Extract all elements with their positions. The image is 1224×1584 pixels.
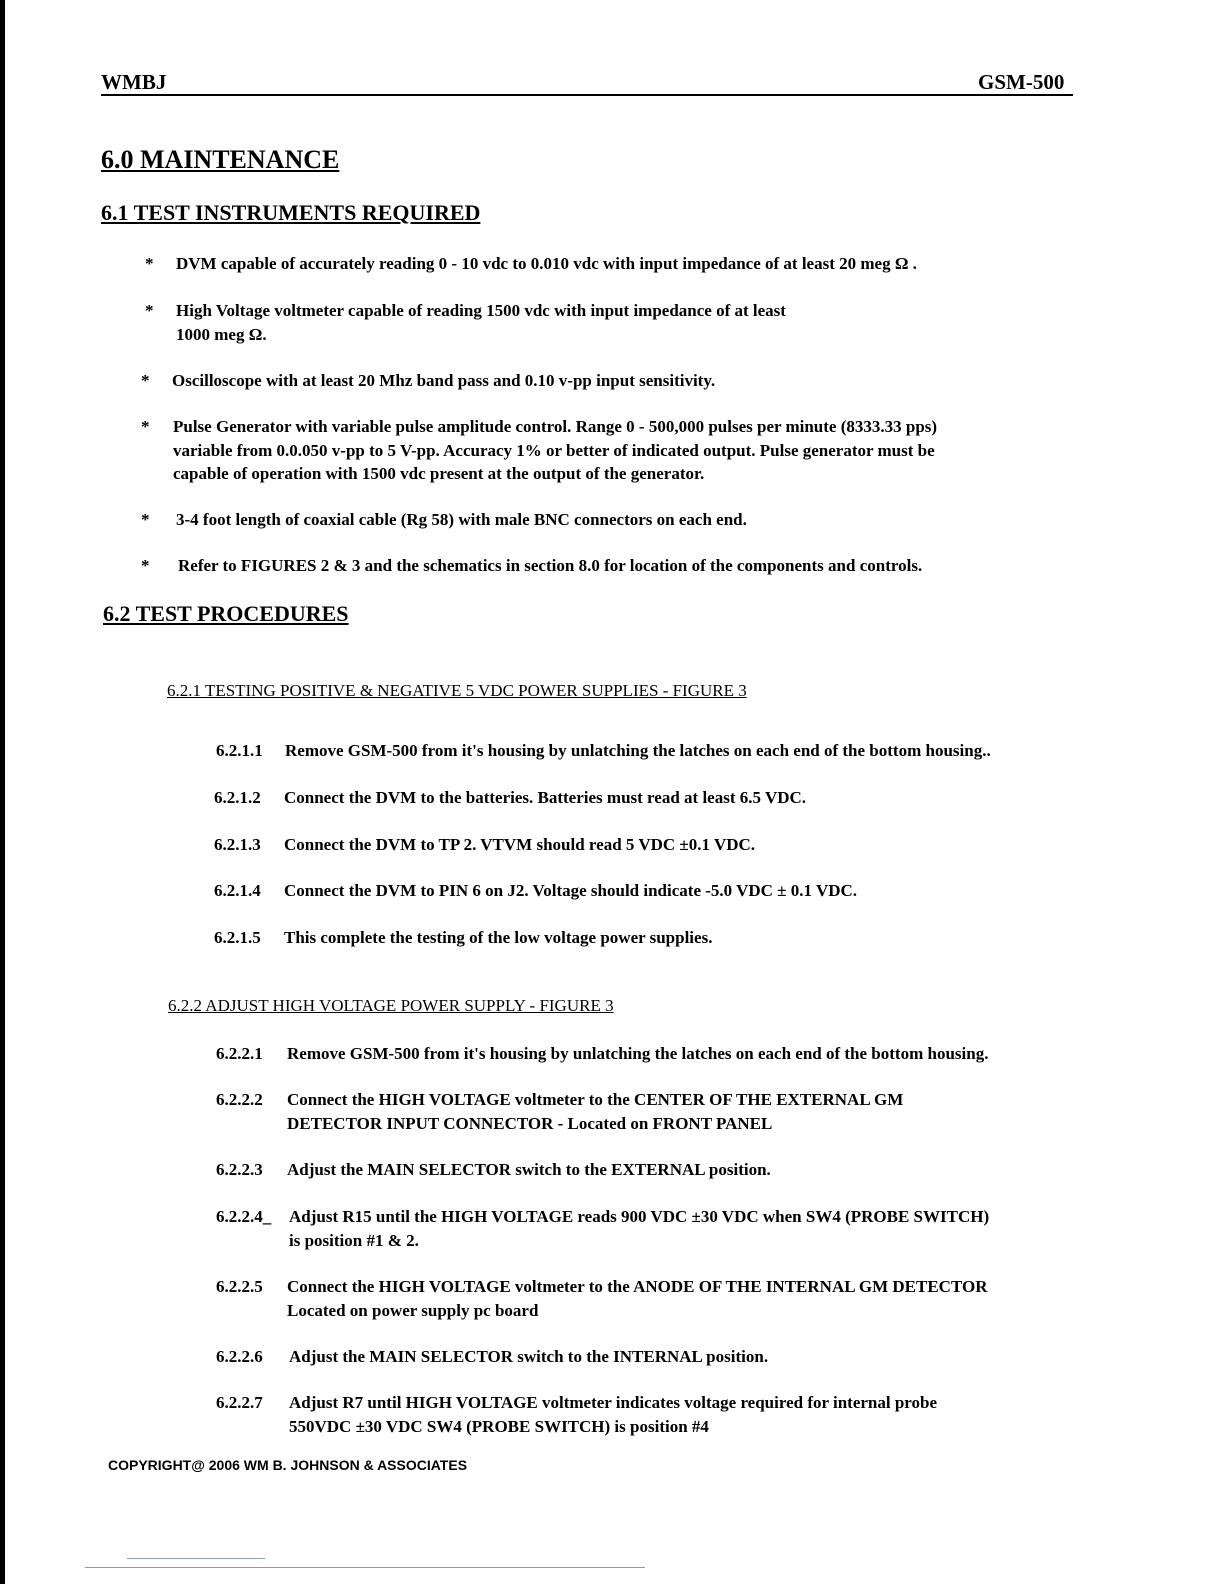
step-number: 6.2.1.2	[214, 788, 261, 807]
step-number: 6.2.1.5	[214, 928, 261, 947]
step-text: Adjust R7 until HIGH VOLTAGE voltmeter indicates voltage required for internal probe	[289, 1393, 938, 1412]
list-item: Refer to FIGURES 2 & 3 and the schematics in section 8.0 for location of the components and controls.	[178, 556, 923, 575]
bullet: *	[145, 254, 154, 273]
header-right: GSM-500	[978, 70, 1065, 94]
page-title: 6.0 MAINTENANCE	[101, 145, 340, 174]
bullet: *	[141, 417, 150, 436]
header-left: WMBJ	[101, 70, 167, 94]
step-text: Connect the DVM to the batteries. Batteries must read at least 6.5 VDC.	[284, 788, 807, 807]
step-text: Remove GSM-500 from it's housing by unlatching the latches on each end of the bottom housing..	[285, 741, 991, 760]
step-number: 6.2.1.4	[214, 881, 261, 900]
copyright-footer: COPYRIGHT@ 2006 WM B. JOHNSON & ASSOCIATES	[108, 1457, 468, 1473]
step-number: 6.2.2.5	[216, 1277, 263, 1296]
list-item: Pulse Generator with variable pulse amplitude control. Range 0 - 500,000 pulses per minute (8333.33 pps)	[173, 417, 938, 436]
bullet: *	[141, 510, 150, 529]
subsection-621-heading: 6.2.1 TESTING POSITIVE & NEGATIVE 5 VDC POWER SUPPLIES - FIGURE 3	[167, 681, 747, 700]
step-number: 6.2.2.1	[216, 1044, 263, 1063]
list-item: 3-4 foot length of coaxial cable (Rg 58) with male BNC connectors on each end.	[176, 510, 747, 529]
step-number: 6.2.2.2	[216, 1090, 263, 1109]
step-text: Adjust the MAIN SELECTOR switch to the EXTERNAL position.	[287, 1160, 771, 1179]
step-text: This complete the testing of the low voltage power supplies.	[284, 928, 713, 947]
bullet: *	[141, 371, 150, 390]
step-text-cont: Located on power supply pc board	[287, 1301, 539, 1320]
step-text-cont: 550VDC ±30 VDC SW4 (PROBE SWITCH) is position #4	[289, 1417, 709, 1436]
step-text: Remove GSM-500 from it's housing by unlatching the latches on each end of the bottom housing.	[287, 1044, 989, 1063]
step-number: 6.2.1.3	[214, 835, 261, 854]
subsection-622-heading: 6.2.2 ADJUST HIGH VOLTAGE POWER SUPPLY - FIGURE 3	[168, 996, 614, 1015]
step-text: Adjust R15 until the HIGH VOLTAGE reads 900 VDC ±30 VDC when SW4 (PROBE SWITCH)	[289, 1207, 990, 1226]
step-number: 6.2.2.3	[216, 1160, 263, 1179]
footer-rule-blue	[127, 1558, 265, 1559]
footer-rule	[85, 1567, 645, 1568]
step-text: Connect the DVM to TP 2. VTVM should read 5 VDC ±0.1 VDC.	[284, 835, 756, 854]
step-text-cont: is position #1 & 2.	[289, 1231, 419, 1250]
list-item: High Voltage voltmeter capable of reading 1500 vdc with input impedance of at least	[176, 301, 786, 320]
list-item-cont: 1000 meg Ω.	[176, 325, 267, 344]
step-number: 6.2.2.7	[216, 1393, 263, 1412]
section-61-heading: 6.1 TEST INSTRUMENTS REQUIRED	[101, 200, 481, 225]
list-item-cont: capable of operation with 1500 vdc present at the output of the generator.	[173, 464, 705, 483]
step-text-cont: DETECTOR INPUT CONNECTOR - Located on FRONT PANEL	[287, 1114, 773, 1133]
step-number: 6.2.2.6	[216, 1347, 263, 1366]
scan-edge	[0, 0, 5, 1584]
header-rule	[101, 94, 1073, 96]
step-text: Adjust the MAIN SELECTOR switch to the INTERNAL position.	[289, 1347, 769, 1366]
step-text: Connect the HIGH VOLTAGE voltmeter to the CENTER OF THE EXTERNAL GM	[287, 1090, 904, 1109]
list-item: Oscilloscope with at least 20 Mhz band pass and 0.10 v-pp input sensitivity.	[172, 371, 716, 390]
bullet: *	[141, 556, 150, 575]
step-text: Connect the DVM to PIN 6 on J2. Voltage should indicate -5.0 VDC ± 0.1 VDC.	[284, 881, 858, 900]
list-item: DVM capable of accurately reading 0 - 10 vdc to 0.010 vdc with input impedance of at least 20 meg Ω .	[176, 254, 917, 273]
step-number: 6.2.1.1	[216, 741, 263, 760]
step-number: 6.2.2.4_	[216, 1207, 272, 1226]
list-item-cont: variable from 0.0.050 v-pp to 5 V-pp. Accuracy 1% or better of indicated output. Pulse generator must be	[173, 441, 935, 460]
step-text: Connect the HIGH VOLTAGE voltmeter to the ANODE OF THE INTERNAL GM DETECTOR	[287, 1277, 988, 1296]
bullet: *	[145, 301, 154, 320]
section-62-heading: 6.2 TEST PROCEDURES	[103, 601, 349, 626]
